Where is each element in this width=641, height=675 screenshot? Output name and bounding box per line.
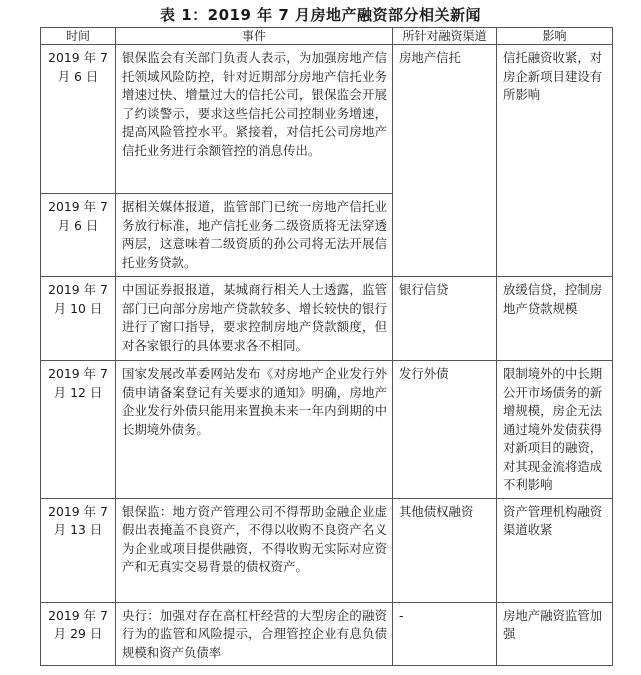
cell-time: 2019 年 7 月 29 日 xyxy=(41,602,116,666)
table-row xyxy=(41,45,613,194)
header-impact: 影响 xyxy=(497,28,613,45)
cell-channel: - xyxy=(393,602,497,666)
cell-time: 2019 年 7 月 6 日 xyxy=(41,194,116,277)
cell-event: 国家发展改革委网站发布《对房地产企业发行外债申请备案登记有关要求的通知》明确，房地产企业发行外债只能用来置换未来一年内到期的中长期境外债务。 xyxy=(116,361,393,499)
cell-event: 银保监：地方资产管理公司不得帮助金融企业虚假出表掩盖不良资产，不得以收购不良资产名义为企业或项目提供融资，不得收购无实际对应资产和无真实交易背景的债权资产。 xyxy=(116,498,393,602)
cell-impact: 放缓信贷，控制房地产贷款规模 xyxy=(497,277,613,361)
header-time: 时间 xyxy=(41,28,116,45)
cell-impact: 限制境外的中长期公开市场债务的新增规模，房企无法通过境外发债获得对新项目的融资，对其现金流将造成不利影响 xyxy=(497,361,613,499)
table-row xyxy=(41,361,613,499)
news-table xyxy=(40,27,613,666)
cell-impact: 房地产融资监管加强 xyxy=(497,602,613,666)
table-row xyxy=(41,602,613,666)
table-row xyxy=(41,277,613,361)
cell-time: 2019 年 7 月 13 日 xyxy=(41,498,116,602)
cell-channel: 房地产信托 xyxy=(393,45,497,277)
cell-channel: 银行信贷 xyxy=(393,277,497,361)
cell-channel: 其他债权融资 xyxy=(393,498,497,602)
cell-event: 央行：加强对存在高杠杆经营的大型房企的融资行为的监管和风险提示，合理管控企业有息负债规模和资产负债率 xyxy=(116,602,393,666)
cell-event: 据相关媒体报道，监管部门已统一房地产信托业务放行标准，地产信托业务二级资质将无法穿透两层，这意味着二级资质的孙公司将无法开展信托业务贷款。 xyxy=(116,194,393,277)
table-row xyxy=(41,498,613,602)
cell-time: 2019 年 7 月 6 日 xyxy=(41,45,116,194)
table-title: 表 1：2019 年 7 月房地产融资部分相关新闻 xyxy=(159,6,481,24)
cell-event: 中国证券报报道，某城商行相关人士透露，监管部门已向部分房地产贷款较多、增长较快的银行进行了窗口指导，要求控制房地产贷款额度，但对各家银行的具体要求各不相同。 xyxy=(116,277,393,361)
header-event: 事件 xyxy=(116,28,393,45)
cell-time: 2019 年 7 月 10 日 xyxy=(41,277,116,361)
cell-time: 2019 年 7 月 12 日 xyxy=(41,361,116,499)
cell-impact: 资产管理机构融资渠道收紧 xyxy=(497,498,613,602)
header-row xyxy=(41,28,613,45)
cell-impact: 信托融资收紧，对房企新项目建设有所影响 xyxy=(497,45,613,277)
header-channel: 所针对融资渠道 xyxy=(393,28,497,45)
cell-channel: 发行外债 xyxy=(393,361,497,499)
cell-event: 银保监会有关部门负责人表示，为加强房地产信托领域风险防控，针对近期部分房地产信托业务增速过快、增量过大的信托公司，银保监会开展了约谈警示，要求这些信托公司控制业务增速，提高风险管控水平。紧接着，对信托公司房地产信托业务进行余额管控的消息传出。 xyxy=(116,45,393,194)
